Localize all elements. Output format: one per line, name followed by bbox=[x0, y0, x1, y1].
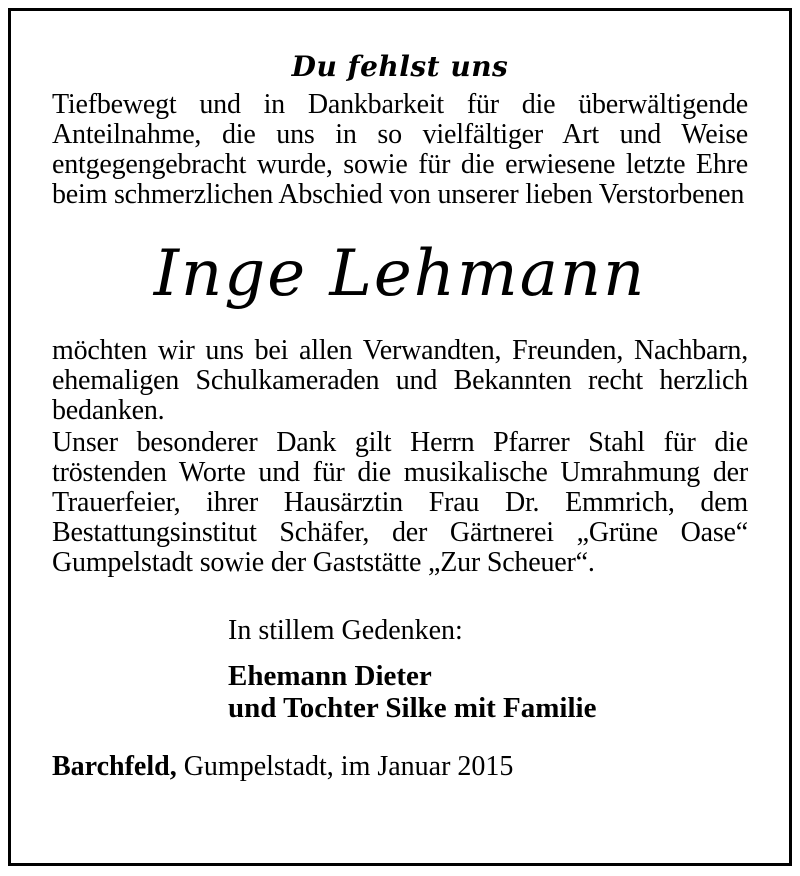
family-line-1: Ehemann Dieter bbox=[228, 660, 432, 692]
special-thanks-paragraph: Unser besonderer Dank gilt Herrn Pfarrer Stahl für die tröstenden Worte und für die musikalische Umrahmung der Trauerfeier, ihrer Hausärztin Frau Dr. Emmrich, dem Bestattungsinstitut Schäfer, der Gärtnerei „Grüne Oase“ Gumpelstadt sowie der Gaststätte „Zur Scheuer“. bbox=[52, 427, 748, 578]
place-rest: Gumpelstadt, im Januar 2015 bbox=[176, 751, 514, 782]
closing-block bbox=[228, 616, 748, 724]
intro-paragraph: Tiefbewegt und in Dankbarkeit für die überwältigende Anteilnahme, die uns in so vielfältiger Art und Weise entgegengebracht wurde, sowie für die erwiesene letzte Ehre beim schmerzlichen Abschied von unserer lieben Verstorbenen bbox=[52, 89, 748, 210]
place-date-line bbox=[52, 752, 748, 782]
notice-heading: Du fehlst uns bbox=[291, 50, 509, 83]
obituary-notice bbox=[52, 50, 748, 782]
place-city: Barchfeld, bbox=[52, 751, 177, 782]
family-line-2: und Tochter Silke mit Familie bbox=[228, 692, 597, 724]
deceased-name: Inge Lehmann bbox=[153, 237, 647, 311]
thanks-paragraph: möchten wir uns bei allen Verwandten, Freunden, Nachbarn, ehemaligen Schulkameraden und Bekannten recht herzlich bedanken. bbox=[52, 335, 748, 426]
remembrance-line: In stillem Gedenken: bbox=[228, 615, 463, 646]
